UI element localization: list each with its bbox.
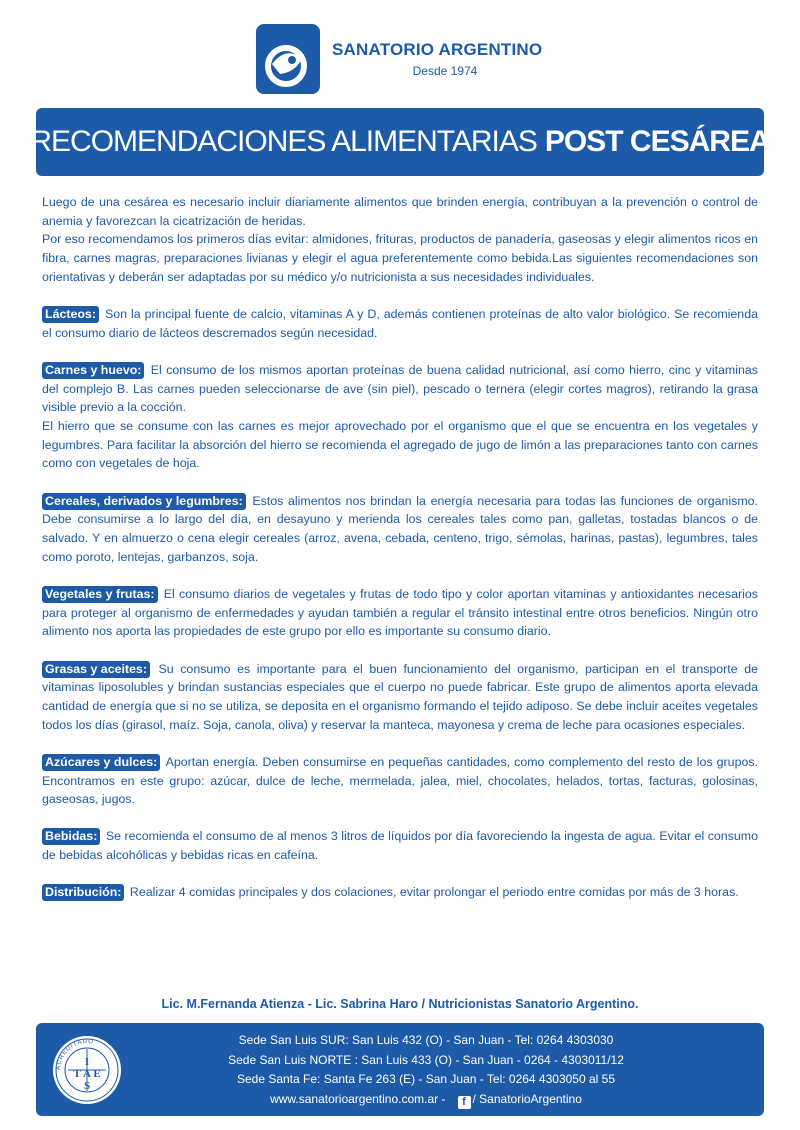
section-text: El consumo diarios de vegetales y frutas de todo tipo y color aportan vitaminas y antioxidantes necesarios para proteger al organismo de enfermedades y ayudan también a regular el tránsito intestinal entre otros beneficios. Ningún otro alimento nos aporta las propiedades de este grupo por ello es importante su consumo diario. [42, 586, 758, 639]
footer-line: Sede Santa Fe: Santa Fe 263 (E) - San Juan - Tel: 0264 4303050 al 55 [236, 1072, 616, 1086]
title-bold: POST CESÁREA [544, 125, 770, 158]
section-text: El consumo de los mismos aportan proteínas de buena calidad nutricional, así como hierro, cinc y vitaminas del complejo B. Las carnes pueden seleccionarse de ave (sin piel), pescado o ternera (elegir cortes magros), retirando la grasa visible previo a la cocción. [42, 362, 758, 415]
section-text: Son la principal fuente de calcio, vitaminas A y D, además contienen proteínas de alto valor biológico. Se recomienda el consumo diario de lácteos descremados según necesidad. [42, 307, 758, 340]
section-label: Cereales, derivados y legumbres: [42, 493, 246, 510]
signature: Lic. M.Fernanda Atienza - Lic. Sabrina Haro / Nutricionistas Sanatorio Argentino. [161, 997, 639, 1011]
section-text: Estos alimentos nos brindan la energía necesaria para todas las funciones de organismo. Debe consumirse a lo largo del día, en desayuno y merienda los cereales tales como pan, galletas, tostadas blancos o de salvado. Y en almuerzo o cena elegir cereales (arroz, avena, cebada, centeno, trigo, sémolas, harinas, pastas), legumbres, tales como poroto, lentejas, garbanzos, soja. [42, 493, 758, 564]
intro-paragraph: Por eso recomendamos los primeros días evitar: almidones, frituras, productos de panadería, gaseosas y elegir alimentos ricos en fibra, carnes magras, preparaciones livianas y elegir el agua preferentemente como bebida.Las siguientes recomendaciones son orientativas y deberán ser adaptadas por su médico y/o nutricionista a sus necesidades individuales. [42, 232, 758, 284]
seal-letter: T [73, 1068, 81, 1080]
website-link[interactable]: www.sanatorioargentino.com.ar - [270, 1091, 446, 1106]
accreditation-seal-icon [52, 1035, 122, 1105]
section-vegetales [42, 585, 758, 641]
section-label: Carnes y huevo: [42, 362, 144, 379]
main-content [42, 193, 758, 902]
section-text: Se recomienda el consumo de al menos 3 litros de líquidos por día favoreciendo la ingesta de agua. Evitar el consumo de bebidas alcohólicas y bebidas ricas en cafeína. [42, 829, 758, 863]
seal-letter: E [93, 1068, 101, 1080]
footer-contact [146, 1031, 706, 1109]
section-label: Azúcares y dulces: [42, 754, 160, 771]
intro [42, 193, 758, 287]
section-label: Grasas y aceites: [42, 661, 150, 678]
section-grasas [42, 660, 758, 735]
facebook-link[interactable]: / SanatorioArgentino [472, 1091, 582, 1106]
section-text: Realizar 4 comidas principales y dos colaciones, evitar prolongar el periodo entre comidas por más de 3 horas. [129, 885, 739, 900]
logo-symbol-icon [256, 24, 320, 94]
intro-paragraph: Luego de una cesárea es necesario incluir diariamente alimentos que brinden energía, contribuyan a la prevención o control de anemia y favorezcan la cicatrización de heridas. [42, 195, 758, 228]
section-text: El hierro que se consume con las carnes es mejor aprovechado por el organismo que el que se encuentra en los vegetales y legumbres. Para facilitar la absorción del hierro se recomienda el agregado de jugo de limón a las preparaciones tanto con carnes como con vegetales de hoja. [42, 419, 758, 471]
section-label: Bebidas: [42, 828, 100, 845]
seal-letter: S [83, 1080, 91, 1092]
section-text: Su consumo es importante para el buen funcionamiento del organismo, participan en el transporte de vitaminas liposolubles y brindan sustancias especiales que el cuerpo no puede fabricar. Este grupo de alimentos aporta elevada cantidad de energía que si no se utiliza, se deposita en el organismo formando el tejido adiposo. Se debe incluir aceites vegetales todos los días (girasol, maíz. Soja, canola, oliva) y reservar la manteca, mayonesa y crema de leche para ocasiones especiales. [42, 661, 758, 732]
sanatorio-logo-icon [256, 24, 320, 94]
facebook-icon[interactable]: f [458, 1096, 471, 1109]
seal-letter: I [84, 1056, 90, 1068]
section-lacteos [42, 305, 758, 342]
footer-line: Sede San Luis SUR: San Luis 432 (O) - San Juan - Tel: 0264 4303030 [238, 1033, 614, 1047]
section-azucares [42, 753, 758, 809]
page-title [30, 108, 770, 176]
section-cereales [42, 492, 758, 567]
brand-since: Desde 1974 [412, 64, 478, 78]
section-label: Vegetales y frutas: [42, 586, 158, 603]
footer [36, 1023, 764, 1116]
title-light: RECOMENDACIONES ALIMENTARIAS [30, 125, 537, 158]
footer-web-line [146, 1090, 706, 1110]
section-distribucion [42, 883, 758, 902]
header [0, 24, 800, 96]
seal-ring-text: ACREDITADO [55, 1038, 95, 1071]
brand-name: SANATORIO ARGENTINO [332, 40, 543, 59]
section-label: Lácteos: [42, 306, 99, 323]
section-text: Aportan energía. Deben consumirse en pequeñas cantidades, como complemento del resto de los grupos. Encontramos en este grupo: azúcar, dulce de leche, mermelada, jalea, miel, chocolates, helados, tortas, facturas, golosinas, gaseosas, jugos. [42, 754, 758, 807]
section-bebidas [42, 827, 758, 864]
seal-letter: A [83, 1068, 91, 1080]
footer-line: Sede San Luis NORTE : San Luis 433 (O) - San Juan - 0264 - 4303011/12 [228, 1052, 624, 1067]
section-label: Distribución: [42, 884, 124, 901]
section-carnes [42, 361, 758, 473]
